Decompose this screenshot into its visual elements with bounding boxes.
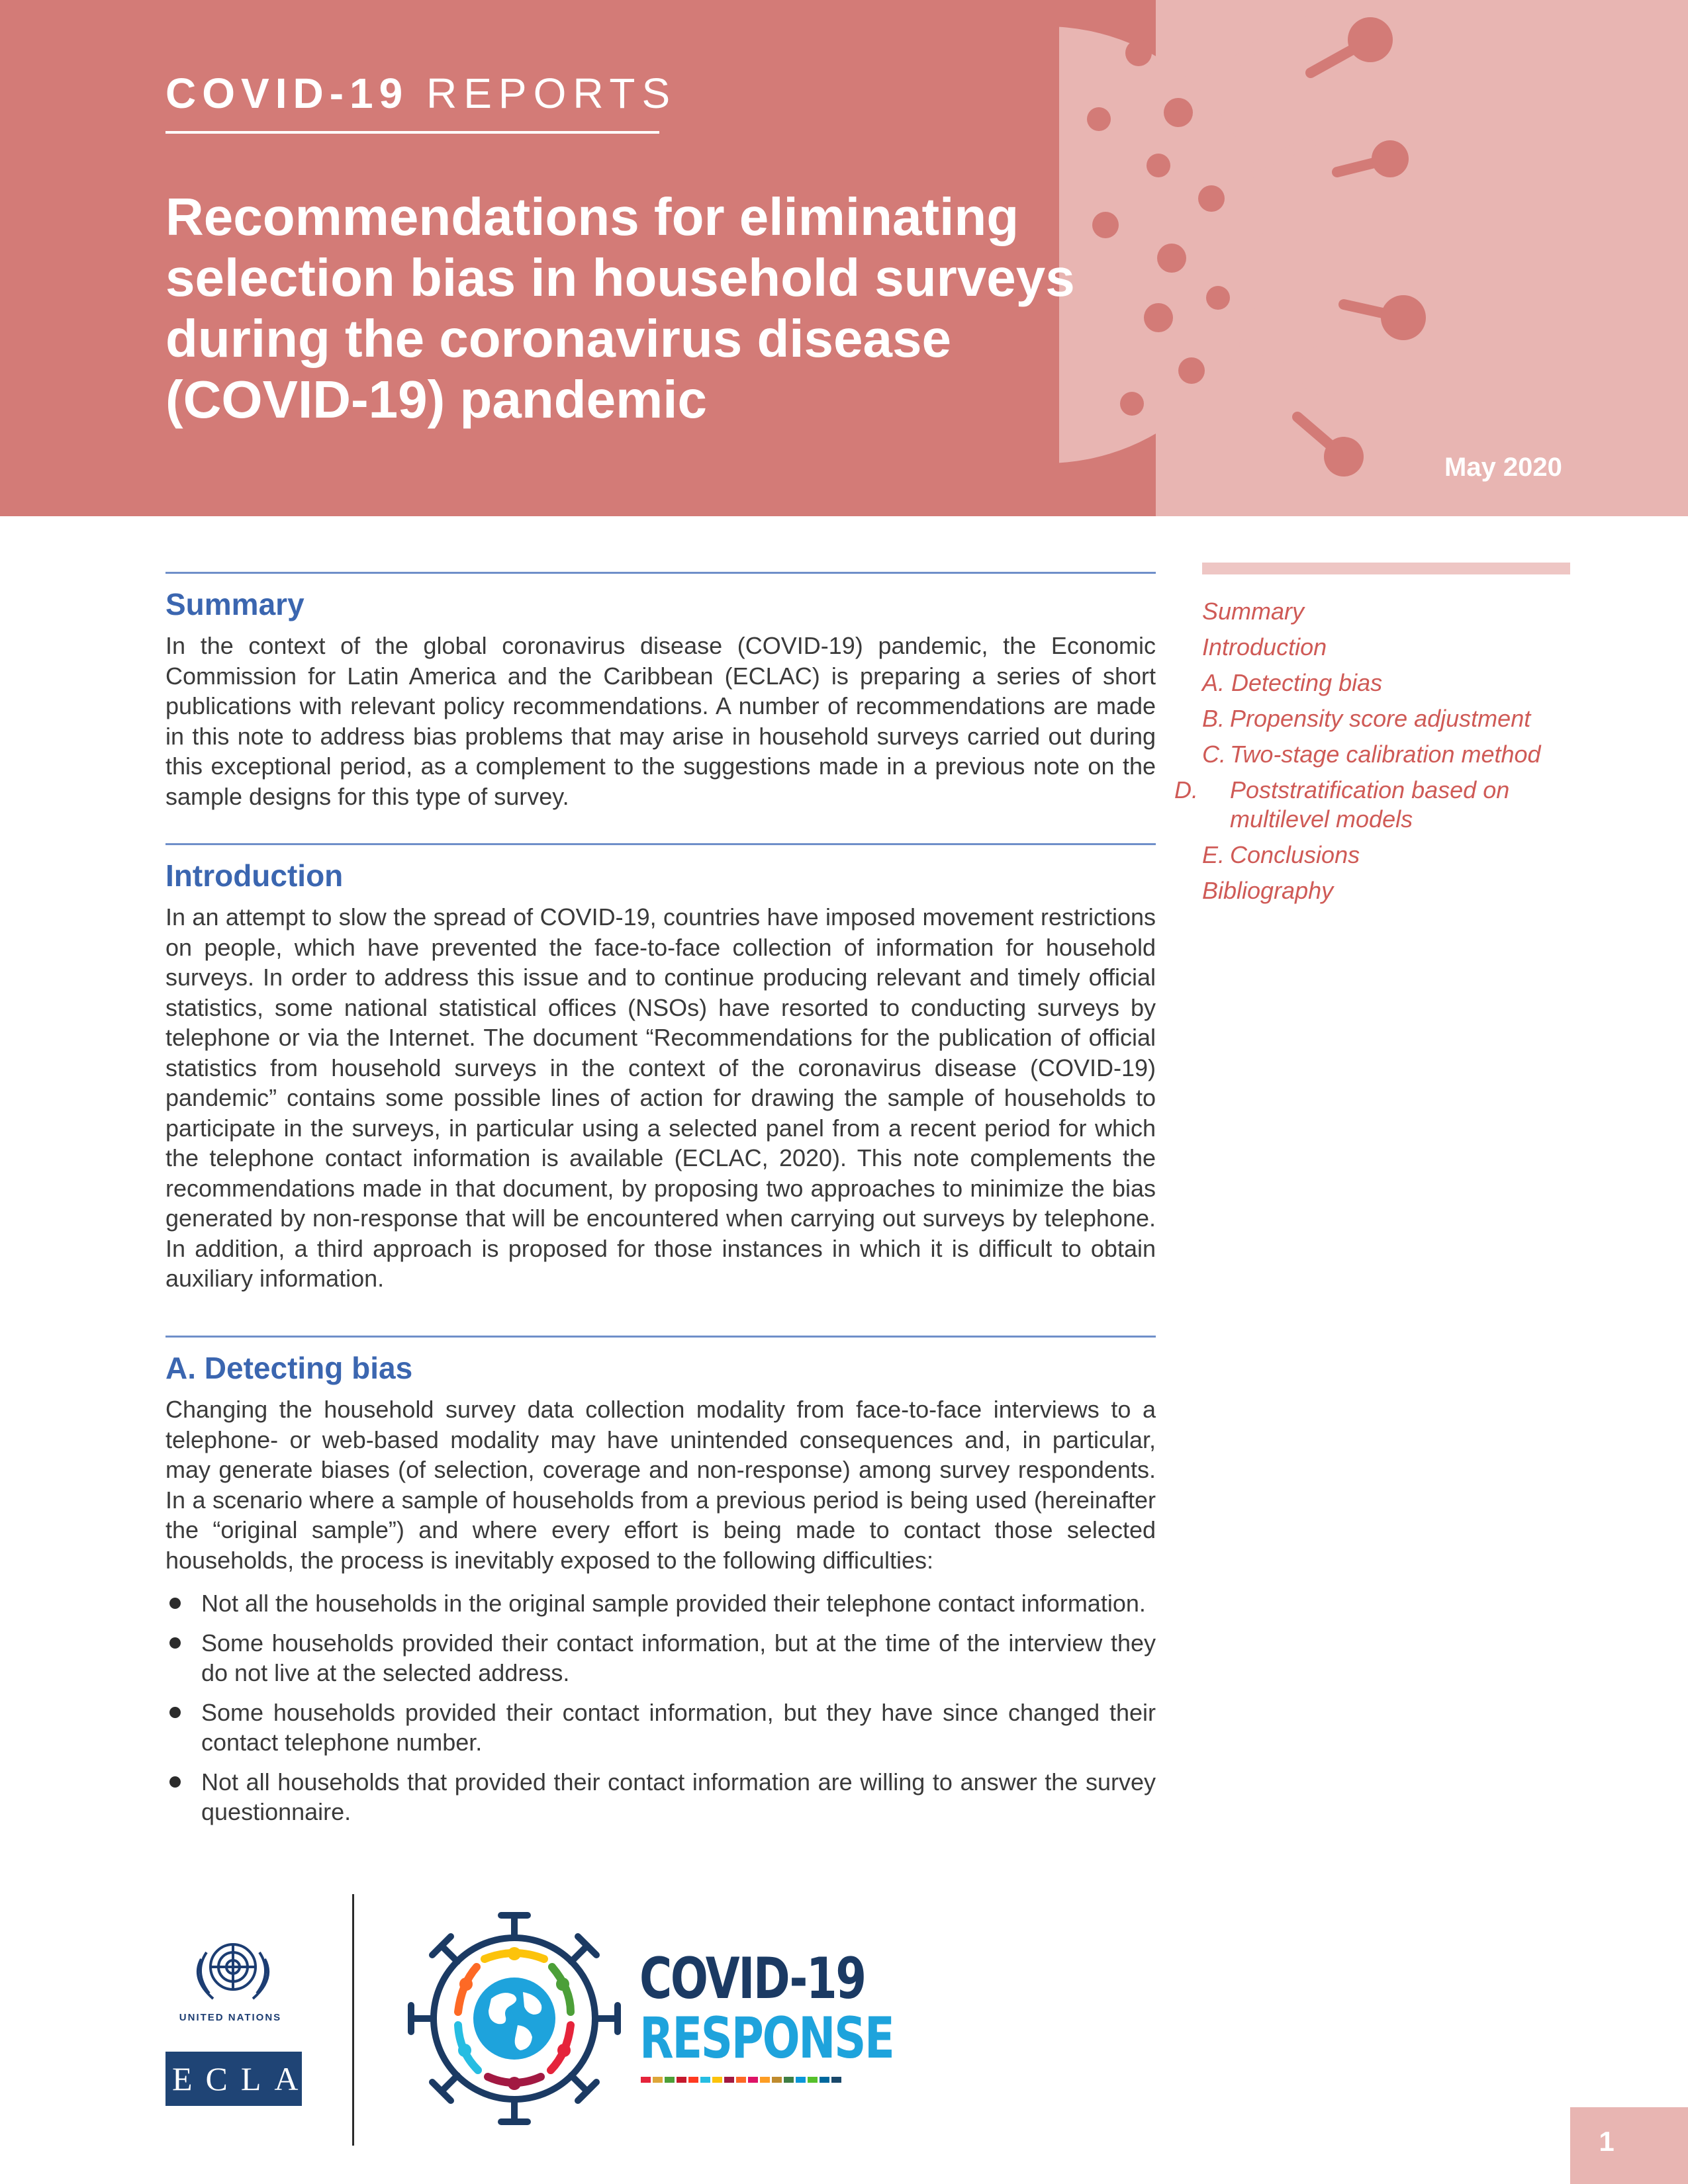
toc-label: Introduction — [1202, 633, 1327, 660]
report-title: Recommendations for eliminating selection bias in household surveys during the coronavirus disease (COVID-19) pandemic — [165, 187, 1075, 429]
toc-item-introduction[interactable] — [1202, 633, 1573, 662]
sdg-color-swatch — [760, 2077, 770, 2083]
list-item — [165, 1698, 1156, 1758]
sdg-color-swatch — [653, 2077, 663, 2083]
introduction-text: In an attempt to slow the spread of COVID-19, countries have imposed movement restrictions on people, which have prevented the face-to-face collection of information for household surveys. In order to address this issue and to continue producing relevant and timely official statistics, some national statistical offices (NSOs) have resorted to conducting surveys by telephone or via the Internet. The document “Recommendations for the publication of official statistics from household surveys in the context of the coronavirus disease (COVID-19) pandemic” contains some possible lines of action for drawing the sample of households to participate in the surveys, in particular using a selected panel from a recent period for which the telephone contact information is available (ECLAC, 2020). This note complements the recommendations made in that document, by proposing two approaches to minimize the bias generated by non-response that will be encountered when carrying out surveys by telephone. In addition, a third approach is proposed for those instances in which it is difficult to obtain auxiliary information. — [165, 903, 1156, 1292]
sdg-color-swatch — [820, 2077, 829, 2083]
toc-label: Propensity score adjustment — [1230, 705, 1531, 732]
list-item-text: Not all households that provided their contact information are willing to answer the survey questionnaire. — [201, 1768, 1156, 1825]
sdg-color-swatch — [748, 2077, 758, 2083]
detecting-bias-section — [165, 1336, 1156, 1837]
toc-item-summary[interactable] — [1202, 597, 1573, 626]
sdg-color-swatch — [724, 2077, 734, 2083]
section-rule — [165, 572, 1156, 574]
toc-letter: E. — [1202, 841, 1225, 868]
sdg-color-strip — [641, 2077, 843, 2083]
section-rule — [165, 1336, 1156, 1338]
page-number: 1 — [1599, 2126, 1615, 2157]
detecting-bias-text: Changing the household survey data collection modality from face-to-face interviews to a telephone- or web-based modality may have unintended consequences and, in particular, may generate biases (of selection, coverage and non-response) among survey respondents. In a scenario where a sample of households from a previous period is being used (hereinafter the “original sample”) and where every effort is being made to contact those selected households, the process is inevitably exposed to the following difficulties: — [165, 1396, 1156, 1574]
series-light: REPORTS — [426, 69, 677, 117]
introduction-heading: Introduction — [165, 858, 344, 893]
list-item — [165, 1767, 1156, 1827]
summary-heading: Summary — [165, 587, 305, 621]
toc-label: Summary — [1202, 598, 1305, 625]
un-label: UNITED NATIONS — [179, 2012, 282, 2023]
toc-item-propensity-score[interactable] — [1202, 704, 1573, 733]
sdg-color-swatch — [736, 2077, 746, 2083]
series-bold: COVID-19 — [165, 69, 409, 117]
toc-label: A. Detecting bias — [1202, 669, 1383, 696]
sdg-color-swatch — [712, 2077, 722, 2083]
section-rule — [165, 843, 1156, 845]
table-of-contents — [1174, 597, 1573, 912]
sdg-color-swatch — [831, 2077, 841, 2083]
list-item-text: Some households provided their contact information, but at the time of the interview they do not live at the selected address. — [201, 1629, 1156, 1686]
sdg-color-swatch — [688, 2077, 698, 2083]
list-item — [165, 1628, 1156, 1688]
toc-letter: B. — [1202, 705, 1225, 732]
bullet-icon — [169, 1776, 181, 1788]
response-wordmark: RESPONSE — [639, 2005, 894, 2071]
list-item — [165, 1588, 1156, 1619]
list-item-text: Some households provided their contact information, but they have since changed their contact telephone number. — [201, 1698, 1156, 1756]
toc-label: Two-stage calibration method — [1230, 741, 1541, 768]
toc-letter: C. — [1202, 741, 1226, 768]
difficulties-list — [165, 1588, 1156, 1827]
un-emblem-icon — [187, 1933, 279, 2012]
sdg-color-swatch — [784, 2077, 794, 2083]
series-label — [165, 69, 677, 118]
sdg-color-swatch — [772, 2077, 782, 2083]
summary-section — [165, 572, 1156, 811]
toc-label: Conclusions — [1230, 841, 1360, 868]
eclac-logo: ECLAC — [165, 2052, 302, 2106]
toc-label: Bibliography — [1202, 877, 1334, 904]
toc-item-conclusions[interactable] — [1202, 841, 1573, 870]
introduction-section — [165, 843, 1156, 1294]
sdg-color-swatch — [700, 2077, 710, 2083]
sdg-color-swatch — [641, 2077, 651, 2083]
series-rule — [165, 131, 659, 134]
sdg-color-swatch — [796, 2077, 806, 2083]
toc-item-detecting-bias[interactable] — [1202, 668, 1573, 698]
detecting-bias-heading: A. Detecting bias — [165, 1351, 413, 1385]
sdg-color-swatch — [665, 2077, 675, 2083]
logo-divider — [352, 1894, 354, 2146]
list-item-text: Not all the households in the original sample provided their telephone contact information. — [201, 1590, 1146, 1617]
virus-illustration — [1059, 0, 1430, 477]
toc-bar — [1202, 563, 1570, 574]
report-date: May 2020 — [1444, 453, 1562, 482]
sdg-color-swatch — [808, 2077, 818, 2083]
sdg-color-swatch — [677, 2077, 686, 2083]
covid-response-emblem-icon — [405, 1906, 624, 2131]
bullet-icon — [169, 1707, 181, 1718]
toc-item-bibliography[interactable] — [1202, 876, 1573, 905]
summary-text: In the context of the global coronavirus disease (COVID-19) pandemic, the Economic Commission for Latin America and the Caribbean (ECLAC) is preparing a series of short publications with relevant policy recommendations. A number of recommendations are made in this note to address bias problems that may arise in household surveys carried out during this exceptional period, as a complement to the suggestions made in a previous note on the sample designs for this type of survey. — [165, 632, 1156, 810]
toc-label: Poststratification based on multilevel models — [1230, 776, 1510, 833]
bullet-icon — [169, 1598, 181, 1609]
toc-item-two-stage-calibration[interactable] — [1202, 740, 1573, 769]
covid-wordmark: COVID-19 — [639, 1946, 865, 2012]
toc-item-poststratification[interactable] — [1174, 776, 1573, 834]
bullet-icon — [169, 1637, 181, 1649]
toc-letter: D. — [1174, 776, 1198, 803]
